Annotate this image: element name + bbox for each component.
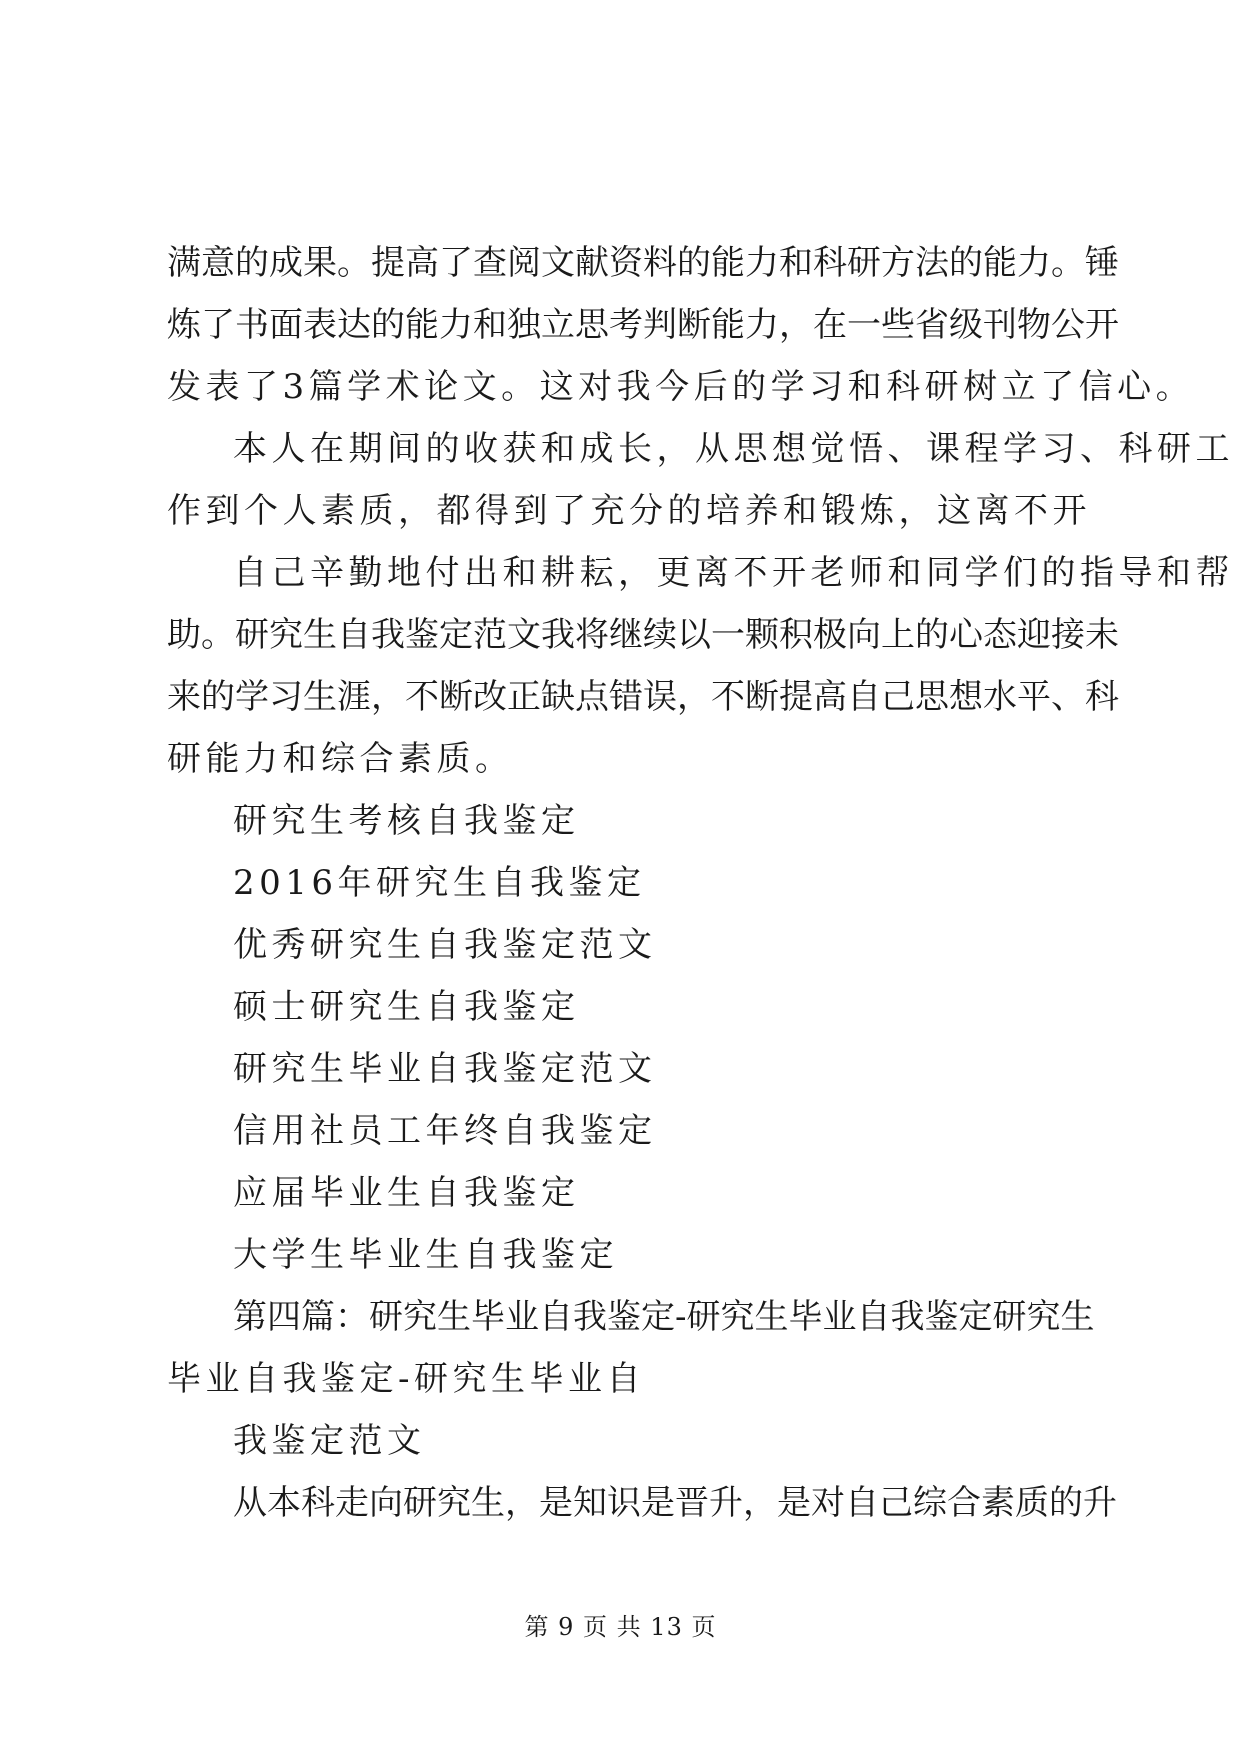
body-line: 满意的成果。提高了查阅文献资料的能力和科研方法的能力。锤	[167, 243, 1119, 283]
section-heading: 我鉴定范文	[233, 1421, 426, 1461]
page-number-footer: 第 9 页 共 13 页	[524, 1613, 717, 1641]
document-body	[167, 232, 1234, 1534]
list-item: 研究生考核自我鉴定	[233, 801, 580, 841]
list-item: 硕士研究生自我鉴定	[233, 987, 580, 1027]
section-heading: 第四篇：研究生毕业自我鉴定-研究生毕业自我鉴定研究生	[233, 1297, 1095, 1337]
body-line: 作到个人素质，都得到了充分的培养和锻炼，这离不开	[167, 491, 1091, 531]
body-line: 来的学习生涯，不断改正缺点错误，不断提高自己思想水平、科	[167, 677, 1119, 717]
body-line: 研能力和综合素质。	[167, 739, 514, 779]
list-item: 应届毕业生自我鉴定	[233, 1173, 580, 1213]
list-item: 信用社员工年终自我鉴定	[233, 1111, 657, 1151]
body-line: 自己辛勤地付出和耕耘，更离不开老师和同学们的指导和帮	[233, 553, 1234, 593]
list-item: 优秀研究生自我鉴定范文	[233, 925, 657, 965]
body-line: 助。研究生自我鉴定范文我将继续以一颗积极向上的心态迎接未	[167, 615, 1119, 655]
body-line: 从本科走向研究生，是知识是晋升，是对自己综合素质的升	[233, 1483, 1117, 1523]
body-line: 炼了书面表达的能力和独立思考判断能力，在一些省级刊物公开	[167, 305, 1119, 345]
list-item: 大学生毕业生自我鉴定	[233, 1235, 618, 1275]
body-line: 发表了3篇学术论文。这对我今后的学习和科研树立了信心。	[167, 367, 1195, 407]
list-item: 2016年研究生自我鉴定	[233, 863, 646, 903]
list-item: 研究生毕业自我鉴定范文	[233, 1049, 657, 1089]
body-line: 本人在期间的收获和成长，从思想觉悟、课程学习、科研工	[233, 429, 1234, 469]
section-heading: 毕业自我鉴定-研究生毕业自	[167, 1359, 645, 1399]
